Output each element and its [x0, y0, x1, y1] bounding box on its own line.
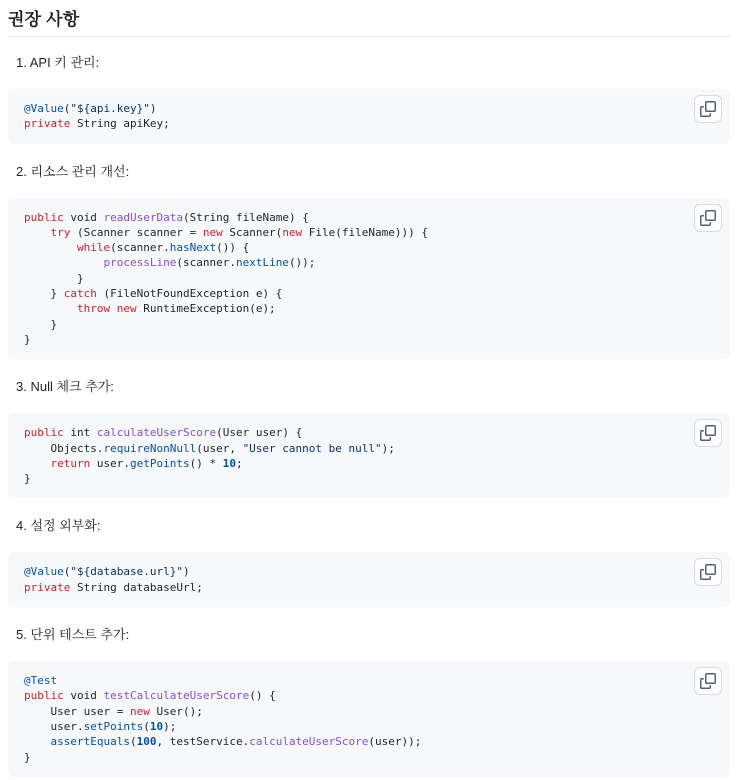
recommendation-section	[8, 627, 730, 777]
code-token-plain: , testService.	[156, 735, 250, 749]
copy-icon	[700, 101, 716, 117]
code-token-fn: testCalculateUserScore	[103, 689, 250, 703]
code-token-plain: void	[63, 689, 104, 703]
code-token-plain: (	[63, 102, 71, 115]
copy-code-button[interactable]	[694, 204, 722, 232]
code-token-plain: }	[24, 287, 64, 301]
code-block	[8, 552, 730, 607]
code-token-plain: int	[63, 426, 97, 440]
code-token-plain: }	[24, 750, 31, 764]
code-content	[24, 564, 686, 595]
list-item-label: 2. 리소스 관리 개선:	[16, 163, 130, 179]
copy-icon	[700, 425, 716, 441]
code-token-kw: new	[202, 225, 223, 239]
code-token-num: 10	[222, 456, 236, 470]
code-content	[24, 425, 686, 486]
code-token-kw: return	[50, 456, 91, 470]
code-token-fn: processLine	[103, 256, 177, 270]
code-block	[8, 661, 730, 777]
copy-icon	[700, 210, 716, 226]
code-token-meta: @Value	[24, 102, 64, 115]
code-token-kw: private	[24, 580, 71, 594]
recommendation-section	[8, 55, 730, 144]
code-token-plain: (Scanner scanner =	[70, 225, 203, 239]
code-token-plain: (user));	[368, 735, 422, 749]
code-token-kw: public	[24, 426, 64, 440]
code-token-plain	[24, 735, 51, 748]
code-block	[8, 89, 730, 144]
recommendation-section	[8, 518, 730, 607]
code-token-plain: (scanner.	[110, 241, 170, 255]
code-token-plain: (	[63, 565, 71, 579]
code-token-plain: (	[129, 735, 137, 749]
code-token-call: hasNext	[169, 241, 217, 255]
code-token-plain: Objects.	[24, 441, 104, 455]
code-token-plain: }	[24, 472, 31, 486]
code-token-kw: while	[76, 241, 111, 255]
code-token-fn: calculateUserScore	[96, 426, 217, 440]
code-token-plain: Scanner(	[222, 225, 283, 239]
code-token-plain: )	[182, 565, 190, 579]
code-token-plain: ());	[288, 256, 316, 270]
code-token-plain	[24, 302, 77, 315]
code-token-call: assertEquals	[50, 735, 130, 749]
code-token-plain: )	[149, 102, 157, 115]
code-token-fn: readUserData	[103, 210, 183, 224]
code-token-kw: new	[129, 704, 150, 718]
code-token-plain	[24, 241, 77, 254]
code-token-plain: User();	[149, 704, 203, 718]
sections-container	[8, 55, 730, 777]
code-token-plain: );	[381, 441, 395, 455]
code-content	[24, 673, 686, 765]
code-token-plain: );	[163, 719, 177, 733]
code-token-plain: (User user) {	[216, 426, 303, 440]
code-token-plain: () {	[249, 689, 276, 703]
code-content	[24, 101, 686, 132]
code-token-meta: @Test	[24, 674, 58, 688]
code-token-plain: user.	[90, 456, 130, 470]
code-token-kw: new	[282, 225, 303, 239]
copy-code-button[interactable]	[694, 558, 722, 586]
code-token-plain: ()) {	[216, 241, 250, 255]
list-item-label: 5. 단위 테스트 추가:	[16, 627, 130, 643]
code-token-plain: () *	[189, 456, 223, 470]
code-token-call: requireNonNull	[103, 441, 197, 455]
code-token-num: 100	[136, 735, 157, 749]
code-token-plain: RuntimeException(e);	[136, 302, 276, 316]
code-token-plain: }	[24, 271, 84, 285]
copy-code-button[interactable]	[694, 95, 722, 123]
code-token-str: "User cannot be null"	[242, 441, 382, 455]
code-token-plain	[24, 256, 103, 269]
code-token-plain: (user,	[196, 441, 243, 455]
code-token-plain	[24, 457, 51, 470]
code-token-kw: try	[50, 225, 71, 239]
code-token-str: "${api.key}"	[70, 102, 150, 115]
copy-code-button[interactable]	[694, 667, 722, 695]
code-token-num: 10	[149, 719, 164, 733]
code-token-fn: calculateUserScore	[249, 735, 369, 749]
code-token-kw: catch	[63, 287, 97, 301]
code-block	[8, 198, 730, 360]
code-token-call: nextLine	[235, 256, 289, 270]
list-item-label: 1. API 키 관리:	[16, 55, 100, 70]
code-token-call: getPoints	[130, 456, 190, 470]
code-token-plain: (scanner.	[176, 256, 236, 270]
recommendation-section	[8, 164, 730, 360]
code-token-plain	[110, 302, 117, 315]
code-token-kw: public	[24, 689, 64, 703]
code-token-plain	[24, 226, 51, 239]
copy-icon	[700, 564, 716, 580]
code-content	[24, 210, 686, 348]
code-token-plain: (	[143, 719, 150, 733]
code-token-plain: void	[63, 210, 104, 224]
code-token-plain: String apiKey;	[70, 117, 170, 131]
code-token-meta: @Value	[24, 565, 64, 579]
code-token-kw: throw	[76, 302, 111, 316]
copy-icon	[700, 673, 716, 689]
code-token-plain: (String fileName) {	[182, 210, 309, 224]
code-token-plain: String databaseUrl;	[70, 580, 203, 594]
list-item-label: 3. Null 체크 추가:	[16, 379, 114, 395]
list-item-label: 4. 설정 외부화:	[16, 518, 101, 534]
code-token-plain: User user =	[24, 704, 130, 718]
code-token-kw: private	[24, 117, 71, 131]
code-token-plain: }	[24, 317, 58, 331]
code-token-plain: user.	[24, 719, 84, 733]
recommendation-section	[8, 379, 730, 498]
copy-code-button[interactable]	[694, 419, 722, 447]
code-token-str: "${database.url}"	[70, 565, 183, 579]
code-token-plain: (FileNotFoundException e) {	[96, 287, 283, 301]
code-token-kw: new	[116, 302, 137, 316]
code-token-plain: }	[24, 332, 31, 346]
code-block	[8, 413, 730, 498]
code-token-plain: ;	[235, 456, 243, 470]
code-token-call: setPoints	[83, 719, 144, 733]
code-token-kw: public	[24, 210, 64, 224]
page-title: 권장 사항	[8, 0, 730, 37]
code-token-plain: File(fileName))) {	[302, 225, 429, 239]
